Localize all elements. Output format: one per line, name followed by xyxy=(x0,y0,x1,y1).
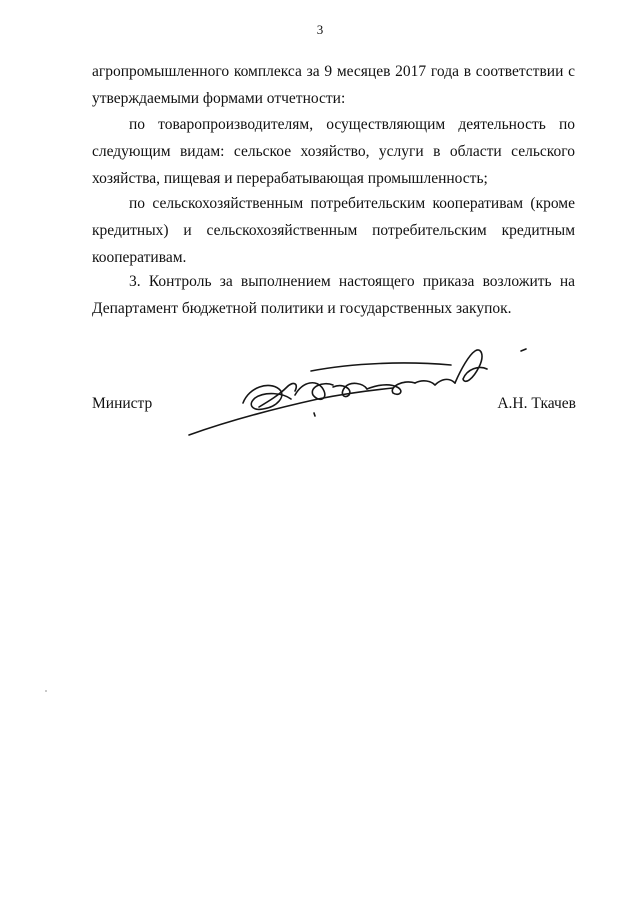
paragraph-control: 3. Контроль за выполнением настоящего приказа возложить на Департамент бюджетной политики и государственных закупок. xyxy=(92,273,575,317)
paragraph-producers: по товаропроизводителям, осуществляющим деятельность по следующим видам: сельское хозяйство, услуги в области сельского хозяйства, пищевая и перерабатывающая промышленность; xyxy=(92,116,575,187)
page-number: 3 xyxy=(316,22,324,37)
paragraph-reporting-forms: агропромышленного комплекса за 9 месяцев 2017 года в соответствии с утверждаемыми формами отчетности: xyxy=(92,63,575,107)
signer-name: А.Н. Ткачев xyxy=(497,395,576,412)
signature-block xyxy=(92,395,576,425)
scan-speck xyxy=(45,690,47,692)
handwritten-signature xyxy=(183,343,535,443)
signer-title: Министр xyxy=(92,395,153,412)
paragraph-cooperatives: по сельскохозяйственным потребительским кооперативам (кроме кредитных) и сельскохозяйственным потребительским кредитным кооперативам. xyxy=(92,195,575,266)
